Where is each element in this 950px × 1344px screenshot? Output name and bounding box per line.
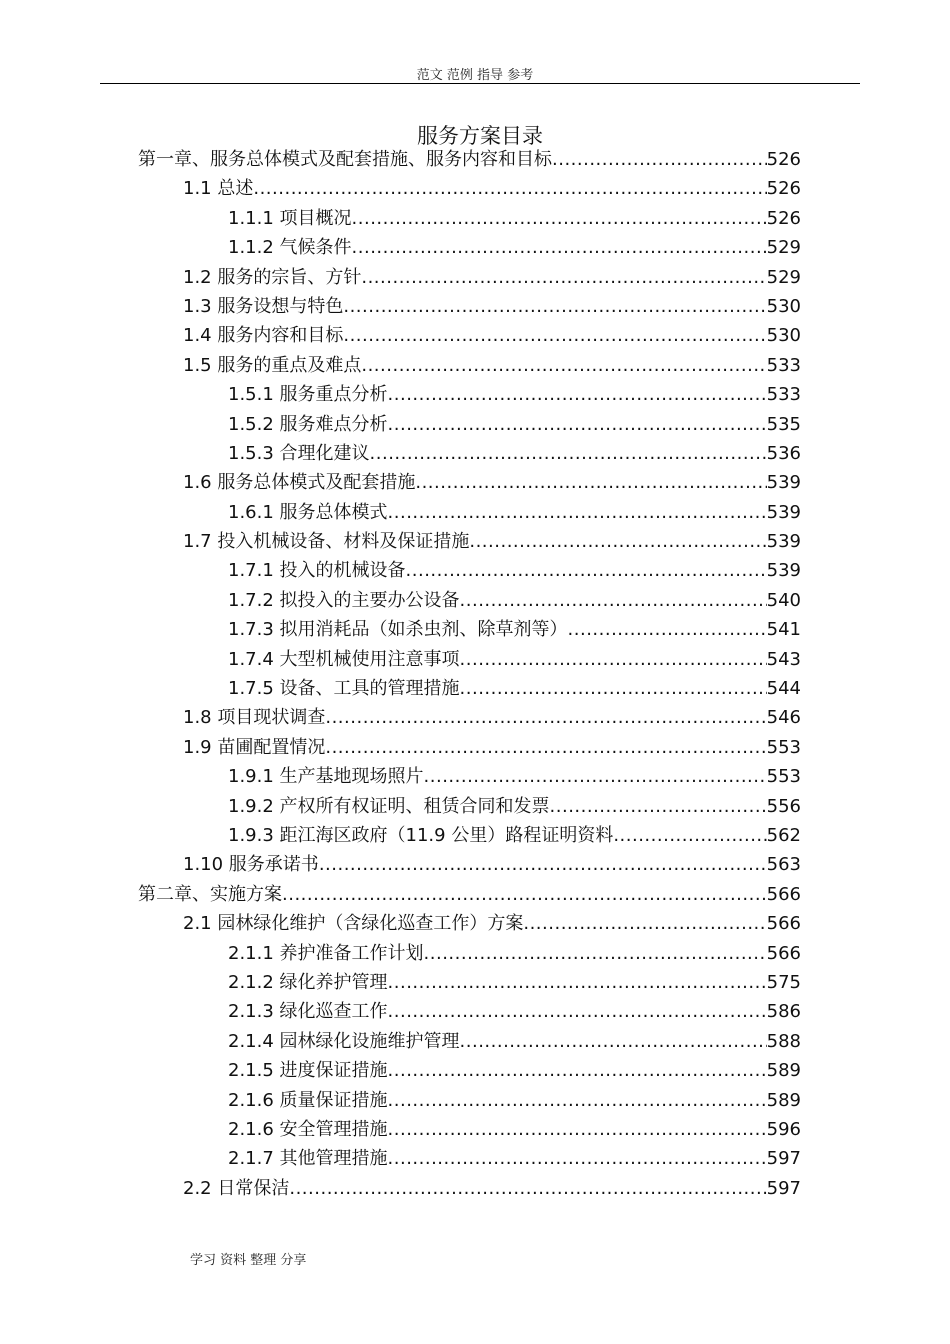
toc-entry-page-number: 526	[766, 207, 801, 229]
toc-entry-page-number: 536	[766, 442, 801, 464]
toc-dot-leader	[361, 263, 766, 292]
toc-entry-page-number: 544	[766, 678, 801, 700]
toc-entry-label: 1.10 服务承诺书	[183, 854, 319, 876]
toc-entry[interactable]	[0, 380, 950, 409]
toc-entry-label: 1.1 总述	[183, 178, 254, 200]
toc-dot-leader	[253, 174, 766, 203]
toc-entry-page-number: 526	[766, 178, 801, 200]
toc-entry-page-number: 533	[766, 384, 801, 406]
toc-entry[interactable]	[0, 321, 950, 350]
toc-entry[interactable]	[0, 410, 950, 439]
toc-entry-label: 2.2 日常保洁	[183, 1177, 290, 1199]
toc-entry-page-number: 553	[766, 736, 801, 758]
toc-entry-label: 1.7 投入机械设备、材料及保证措施	[183, 531, 470, 553]
toc-dot-leader	[388, 1086, 767, 1115]
toc-dot-leader	[388, 1144, 767, 1173]
toc-entry-page-number: 562	[766, 824, 801, 846]
toc-entry[interactable]	[0, 880, 950, 909]
toc-dot-leader	[289, 1174, 766, 1203]
toc-entry-label: 1.6 服务总体模式及配套措施	[183, 472, 416, 494]
toc-entry[interactable]	[0, 292, 950, 321]
toc-entry[interactable]	[0, 468, 950, 497]
toc-entry[interactable]	[0, 263, 950, 292]
toc-entry-label: 1.8 项目现状调查	[183, 707, 326, 729]
toc-entry[interactable]	[0, 792, 950, 821]
toc-dot-leader	[469, 527, 766, 556]
toc-entry-page-number: 543	[766, 648, 801, 670]
toc-entry-label: 第一章、服务总体模式及配套措施、服务内容和目标	[138, 149, 552, 170]
toc-entry-page-number: 596	[766, 1118, 801, 1140]
toc-dot-leader	[460, 645, 767, 674]
toc-entry-page-number: 586	[766, 1001, 801, 1023]
page-footer: 学习 资料 整理 分享	[190, 1253, 307, 1268]
toc-entry-label: 第二章、实施方案	[138, 883, 282, 905]
document-title: 服务方案目录	[417, 124, 543, 148]
toc-entry-label: 1.4 服务内容和目标	[183, 325, 344, 347]
toc-entry-label: 2.1.3 绿化巡查工作	[228, 1001, 388, 1023]
toc-entry-label: 1.6.1 服务总体模式	[228, 501, 388, 523]
toc-entry[interactable]	[0, 615, 950, 644]
toc-entry[interactable]	[0, 145, 950, 174]
toc-entry-page-number: 563	[766, 854, 801, 876]
toc-dot-leader	[388, 410, 767, 439]
toc-entry[interactable]	[0, 204, 950, 233]
toc-entry-page-number: 541	[766, 619, 801, 641]
toc-entry[interactable]	[0, 762, 950, 791]
toc-entry[interactable]	[0, 1027, 950, 1056]
toc-entry-label: 1.9.1 生产基地现场照片	[228, 766, 424, 788]
toc-entry[interactable]	[0, 968, 950, 997]
toc-entry-label: 1.5.3 合理化建议	[228, 442, 370, 464]
toc-entry-label: 2.1.1 养护准备工作计划	[228, 942, 424, 964]
toc-entry-page-number: 589	[766, 1089, 801, 1111]
toc-dot-leader	[424, 939, 767, 968]
toc-entry-label: 1.2 服务的宗旨、方针	[183, 266, 362, 288]
toc-entry-label: 1.9.2 产权所有权证明、租赁合同和发票	[228, 795, 550, 817]
toc-dot-leader	[370, 439, 767, 468]
toc-entry-label: 1.7.5 设备、工具的管理措施	[228, 678, 460, 700]
toc-entry[interactable]	[0, 498, 950, 527]
toc-dot-leader	[282, 880, 767, 909]
table-of-contents	[0, 145, 950, 1203]
toc-entry-label: 2.1.6 质量保证措施	[228, 1089, 388, 1111]
toc-entry-page-number: 566	[766, 913, 801, 935]
toc-entry[interactable]	[0, 997, 950, 1026]
toc-dot-leader	[343, 292, 766, 321]
toc-dot-leader	[388, 498, 767, 527]
toc-entry-page-number: 589	[766, 1060, 801, 1082]
toc-entry[interactable]	[0, 1115, 950, 1144]
toc-dot-leader	[325, 703, 766, 732]
toc-entry-label: 1.9 苗圃配置情况	[183, 736, 326, 758]
toc-entry[interactable]	[0, 733, 950, 762]
toc-dot-leader	[613, 821, 766, 850]
toc-entry-label: 1.1.1 项目概况	[228, 207, 352, 229]
toc-entry-page-number: 539	[766, 560, 801, 582]
toc-dot-leader	[325, 733, 766, 762]
toc-entry-page-number: 575	[766, 971, 801, 993]
toc-entry-page-number: 556	[766, 795, 801, 817]
toc-dot-leader	[352, 204, 767, 233]
toc-entry-page-number: 533	[766, 354, 801, 376]
toc-entry-label: 2.1.6 安全管理措施	[228, 1118, 388, 1140]
toc-dot-leader	[406, 556, 767, 585]
toc-entry[interactable]	[0, 821, 950, 850]
toc-entry-page-number: 529	[766, 266, 801, 288]
toc-entry-label: 1.7.2 拟投入的主要办公设备	[228, 589, 460, 611]
toc-dot-leader	[352, 233, 767, 262]
toc-entry-page-number: 597	[766, 1148, 801, 1170]
toc-entry-page-number: 540	[766, 589, 801, 611]
toc-dot-leader	[550, 792, 767, 821]
toc-dot-leader	[460, 1027, 767, 1056]
toc-dot-leader	[460, 674, 767, 703]
toc-dot-leader	[568, 615, 767, 644]
toc-entry-label: 2.1.7 其他管理措施	[228, 1148, 388, 1170]
toc-dot-leader	[343, 321, 766, 350]
toc-dot-leader	[523, 909, 766, 938]
toc-dot-leader	[319, 850, 767, 879]
toc-entry-label: 1.7.3 拟用消耗品（如杀虫剂、除草剂等）	[228, 619, 568, 641]
toc-entry-page-number: 566	[766, 942, 801, 964]
toc-entry-page-number: 539	[766, 531, 801, 553]
toc-entry[interactable]	[0, 674, 950, 703]
toc-entry[interactable]	[0, 1144, 950, 1173]
toc-dot-leader	[388, 1115, 767, 1144]
toc-entry[interactable]	[0, 233, 950, 262]
toc-entry-label: 1.5 服务的重点及难点	[183, 354, 362, 376]
toc-entry[interactable]	[0, 174, 950, 203]
toc-entry[interactable]	[0, 703, 950, 732]
toc-entry-label: 1.5.1 服务重点分析	[228, 384, 388, 406]
toc-entry-page-number: 597	[766, 1177, 801, 1199]
toc-entry[interactable]	[0, 1174, 950, 1203]
toc-entry-page-number: 530	[766, 295, 801, 317]
toc-entry-page-number: 539	[766, 472, 801, 494]
toc-entry[interactable]	[0, 939, 950, 968]
toc-entry[interactable]	[0, 556, 950, 585]
toc-entry-label: 1.7.4 大型机械使用注意事项	[228, 648, 460, 670]
toc-dot-leader	[388, 1056, 767, 1085]
toc-entry-page-number: 535	[766, 413, 801, 435]
toc-entry[interactable]	[0, 1086, 950, 1115]
toc-entry[interactable]	[0, 909, 950, 938]
toc-dot-leader	[388, 997, 767, 1026]
toc-entry-label: 1.5.2 服务难点分析	[228, 413, 388, 435]
toc-entry[interactable]	[0, 850, 950, 879]
toc-dot-leader	[552, 145, 767, 174]
toc-entry-label: 2.1.4 园林绿化设施维护管理	[228, 1030, 460, 1052]
toc-entry-page-number: 530	[766, 325, 801, 347]
toc-entry-label: 1.7.1 投入的机械设备	[228, 560, 406, 582]
toc-entry-page-number: 588	[766, 1030, 801, 1052]
toc-dot-leader	[424, 762, 767, 791]
toc-entry-page-number: 539	[766, 501, 801, 523]
toc-dot-leader	[388, 380, 767, 409]
toc-entry-label: 2.1.5 进度保证措施	[228, 1060, 388, 1082]
toc-entry-label: 1.9.3 距江海区政府（11.9 公里）路程证明资料	[228, 824, 614, 846]
toc-entry[interactable]	[0, 645, 950, 674]
toc-entry-page-number: 526	[766, 149, 801, 170]
toc-entry[interactable]	[0, 586, 950, 615]
toc-entry-label: 2.1 园林绿化维护（含绿化巡查工作）方案	[183, 913, 524, 935]
toc-entry-label: 2.1.2 绿化养护管理	[228, 971, 388, 993]
header-rule	[100, 83, 860, 84]
toc-entry[interactable]	[0, 527, 950, 556]
toc-entry-page-number: 529	[766, 237, 801, 259]
page-header: 范文 范例 指导 参考	[416, 68, 534, 83]
toc-entry[interactable]	[0, 1056, 950, 1085]
toc-entry[interactable]	[0, 351, 950, 380]
toc-entry-label: 1.3 服务设想与特色	[183, 295, 344, 317]
toc-entry-label: 1.1.2 气候条件	[228, 237, 352, 259]
toc-dot-leader	[460, 586, 767, 615]
toc-dot-leader	[415, 468, 766, 497]
toc-dot-leader	[388, 968, 767, 997]
toc-entry-page-number: 566	[766, 883, 801, 905]
toc-dot-leader	[361, 351, 766, 380]
toc-entry-page-number: 553	[766, 766, 801, 788]
toc-entry[interactable]	[0, 439, 950, 468]
toc-entry-page-number: 546	[766, 707, 801, 729]
